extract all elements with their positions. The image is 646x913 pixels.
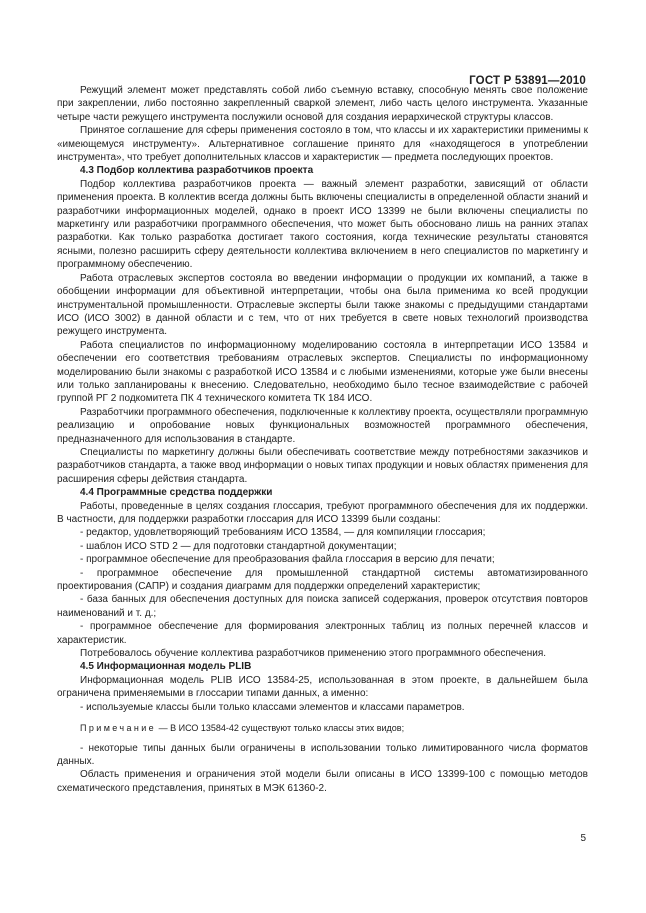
list-item: - база банных для обеспечения доступных для поиска записей содержания, проверок отсутствия повторов наименований и т. д.; xyxy=(57,594,588,619)
note-text: — В ИСО 13584-42 существуют только классы этих видов; xyxy=(156,723,405,734)
list-item: - шаблон ИСО STD 2 — для подготовки стандартной документации; xyxy=(80,540,397,552)
paragraph: Информационная модель PLIB ИСО 13584-25, использованная в этом проекте, в дальнейшем была ограничена применяемыми в глоссарии типами данных, а именно: xyxy=(57,674,588,700)
list-item: - программное обеспечение для промышленной стандартной системы автоматизированного проектирования (САПР) и создания диаграмм для поддержки определений характеристик; xyxy=(57,567,588,593)
list-item: - используемые классы были только классами элементов и классами параметров. xyxy=(80,701,465,713)
paragraph: Специалисты по маркетингу должны были обеспечивать соответствие между потребностями заказчиков и разработчиков стандарта, а также ввод информации о новых типах продукции и новых областях применения для расширения сферы действия стандарта. xyxy=(57,446,588,485)
list-item: - некоторые типы данных были ограничены в использовании только лимитированного числа форматов данных. xyxy=(57,742,588,767)
section-heading-4-4: 4.4 Программные средства поддержки xyxy=(80,487,273,499)
paragraph: Разработчики программного обеспечения, подключенные к коллективу проекта, осуществляли программную реализацию и опробование новых функциональных возможностей программного обеспечения, предназначенного для использования в стандарте. xyxy=(57,406,588,445)
section-heading-4-3: 4.3 Подбор коллектива разработчиков проекта xyxy=(80,165,314,177)
document-body xyxy=(57,84,588,795)
paragraph: Работа специалистов по информационному моделированию состояла в интерпретации ИСО 13584 и обеспечении его соответствия требованиям отраслевых экспертов. Специалисты по информационному моделированию были знакомы с разработкой ИСО 13584 и с любыми изменениями, которые уже были внесены или только запланированы к внесению. Следовательно, необходимо было тесное взаимодействие с рабочей группой РГ 2 подкомитета ПК 4 технического комитета ТК 184 ИСО. xyxy=(57,339,588,405)
section-heading-4-5: 4.5 Информационная модель PLIB xyxy=(80,661,252,673)
note xyxy=(57,722,588,735)
paragraph: Подбор коллектива разработчиков проекта — важный элемент разработки, зависящий от области применения проекта. В коллектив всегда должны быть включены специалисты в определенной области знаний и разработчики информационных моделей, однако в проект ИСО 13399 не были включены специалисты по маркетингу или разработчики программного обеспечения, что может быть обосновано лишь на ранних этапах разработки. Как только разработка достигает такого состояния, когда технические результаты становятся ясными, полезно расширить сферу деятельности коллектива включением в него специалистов по маркетингу и программному обеспечению. xyxy=(57,178,588,271)
paragraph: Принятое соглашение для сферы применения состояло в том, что классы и их характеристики применимы к «имеющемуся инструменту». Альтернативное соглашение принято для «находящегося в употреблении инструмента», что требует дополнительных классов и характеристик — предмета последующих проектов. xyxy=(57,125,588,164)
paragraph: Область применения и ограничения этой модели были описаны в ИСО 13399-100 с помощью методов схематического представления, принятых в МЭК 61360-2. xyxy=(57,769,588,794)
list-item: - программное обеспечение для формирования электронных таблиц из полных перечней классов и характеристик. xyxy=(57,621,588,646)
list-item: - программное обеспечение для преобразования файла глоссария в версию для печати; xyxy=(80,554,495,566)
paragraph: Работа отраслевых экспертов состояла во введении информации о продукции их компаний, а также в обобщении информации для объективной интерпретации, чтобы она была применима ко всей продукции инструментальной промышленности. Отраслевые эксперты были также знакомы с предыдущими стандартами ИСО (ИСО 3002) в данной области и с тем, что от них требуется в свете новых технологий производства режущего инструмента. xyxy=(57,272,588,338)
standard-header: ГОСТ Р 53891—2010 xyxy=(469,75,586,87)
page-number: 5 xyxy=(580,833,586,844)
paragraph: Режущий элемент может представлять собой либо съемную вставку, способную менять свое положение при закреплении, либо постоянно закрепленный сваркой элемент, либо часть целого инструмента. Указанные четыре части режущего инструмента послужили основой для создания иерархической структуры классов. xyxy=(57,85,588,123)
list-item: - редактор, удовлетворяющий требованиям ИСО 13584, — для компиляции глоссария; xyxy=(80,527,486,539)
paragraph: Потребовалось обучение коллектива разработчиков применению этого программного обеспечения. xyxy=(80,648,547,660)
paragraph: Работы, проведенные в целях создания глоссария, требуют программного обеспечения для их поддержки. В частности, для поддержки разработки глоссария для ИСО 13399 были созданы: xyxy=(57,500,588,525)
note-label: Примечание xyxy=(80,723,157,734)
